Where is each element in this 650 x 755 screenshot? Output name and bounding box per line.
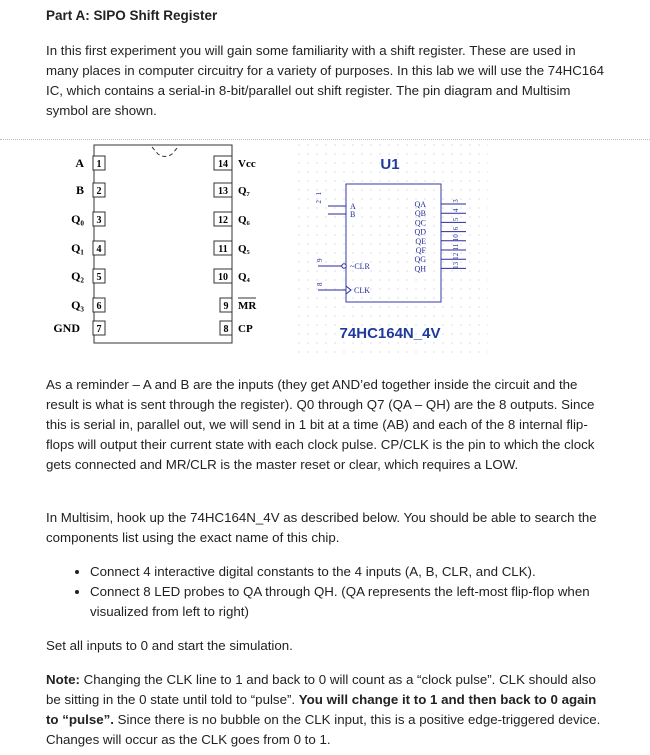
output-pin-number: 6 bbox=[452, 226, 460, 231]
pin-number: 7 bbox=[96, 324, 102, 335]
multisim-symbol bbox=[298, 144, 488, 354]
pin-diagram bbox=[40, 142, 290, 347]
right-pin-label: Q₄ bbox=[238, 271, 250, 283]
right-pin-label: Q₅ bbox=[238, 243, 250, 255]
right-pin-label: Q₆ bbox=[238, 214, 250, 226]
pin-number: 11 bbox=[218, 244, 228, 255]
ref-designator: U1 bbox=[380, 156, 400, 173]
output-pin-label: QG bbox=[414, 255, 426, 265]
chip-body bbox=[94, 145, 232, 343]
output-pin-number: 3 bbox=[452, 199, 460, 203]
pin-number: 1 bbox=[96, 159, 102, 170]
note-bold: You will change it to 1 and then back to 0 again to “pulse”. bbox=[46, 692, 597, 727]
list-item: • Connect 8 LED probes to QA through QH. (QA represents the left-most flip-flop when visualized from left to right) bbox=[90, 582, 630, 622]
clr-bubble bbox=[342, 264, 346, 268]
input-pin-label: A bbox=[350, 202, 356, 211]
instruction-list bbox=[70, 562, 630, 622]
pin-number: 5 bbox=[96, 272, 102, 283]
right-pin-label: Q₇ bbox=[238, 185, 250, 197]
right-pin-label: MR bbox=[238, 300, 257, 312]
reminder-paragraph: As a reminder – A and B are the inputs (they get AND’ed together inside the circuit and the result is what is sent through the register). Q0 through Q7 (QA – QH) are the 8 outputs. Since this is serial in, parallel out, we will send in 1 bit at a time (AB) and each of the 8 internal flip-flops will output their current state with each clock pulse. CP/CLK is the pin to which the clock gets connected and MR/CLR is the master reset or clear, which requires a LOW. bbox=[46, 377, 595, 472]
clk-pin-label: CLK bbox=[354, 286, 370, 295]
input-pin-number: 2 bbox=[315, 200, 323, 204]
part-name: 74HC164N_4V bbox=[339, 325, 441, 342]
output-pin-number: 13 bbox=[452, 261, 460, 269]
chip-notch bbox=[152, 147, 178, 157]
pin-number: 4 bbox=[96, 244, 102, 255]
pin-number: 10 bbox=[218, 272, 228, 283]
right-pin-label: CP bbox=[238, 323, 253, 335]
set-inputs-text: Set all inputs to 0 and start the simulation. bbox=[46, 638, 293, 653]
pin-number: 9 bbox=[223, 301, 229, 312]
left-pin-label: A bbox=[75, 156, 84, 170]
left-pin-label: GND bbox=[53, 321, 80, 335]
intro-paragraph: In this first experiment you will gain some familiarity with a shift register. These are used in many places in computer circuitry for a variety of purposes. In this lab we will use the 74HC164 IC, which contains a serial-in 8-bit/parallel out shift register. The pin diagram and Multisim symbol are shown. bbox=[46, 43, 604, 118]
output-pin-number: 10 bbox=[452, 234, 460, 242]
right-pin-label: Vcc bbox=[238, 158, 256, 170]
output-pin-number: 4 bbox=[452, 208, 460, 212]
note-text-1: Changing the CLK line to 1 and back to 0 will count as a “clock pulse”. CLK should also be sitting in the 0 state until told to “pulse”. bbox=[46, 672, 596, 707]
multisim-paragraph: In Multisim, hook up the 74HC164N_4V as described below. You should be able to search the components list using the exact name of this chip. bbox=[46, 510, 597, 545]
pin-number: 2 bbox=[96, 186, 102, 197]
pin-number: 6 bbox=[96, 301, 102, 312]
list-item: • Connect 4 interactive digital constants to the 4 inputs (A, B, CLR, and CLK). bbox=[90, 562, 630, 582]
pin-number: 14 bbox=[218, 159, 228, 170]
left-pin-label: Q₂ bbox=[71, 269, 84, 283]
output-pin-number: 5 bbox=[452, 217, 460, 222]
left-pin-label: Q₃ bbox=[71, 298, 84, 312]
output-pin-label: QB bbox=[414, 209, 426, 219]
output-pin-label: QA bbox=[414, 200, 426, 209]
output-pin-number: 12 bbox=[452, 252, 460, 260]
output-pin-label: QC bbox=[414, 218, 426, 228]
left-pin-label: Q₀ bbox=[71, 212, 84, 226]
pin-number: 12 bbox=[218, 215, 228, 226]
divider bbox=[0, 139, 650, 140]
left-pin-label: Q₁ bbox=[71, 241, 84, 255]
left-pin-label: B bbox=[75, 183, 84, 197]
output-pin-label: QD bbox=[414, 227, 426, 237]
pin-number: 13 bbox=[218, 186, 228, 197]
output-pin-label: QE bbox=[415, 236, 426, 246]
note-text-2: Since there is no bubble on the CLK input, this is a positive edge-triggered device. Changes will occur as the CLK goes from 0 to 1. bbox=[46, 712, 601, 747]
clr-pin-label: ~CLR bbox=[350, 262, 370, 271]
output-pin-number: 11 bbox=[452, 243, 460, 251]
clr-pin-number: 9 bbox=[316, 258, 324, 262]
input-pin-label: B bbox=[350, 210, 356, 219]
note-paragraph bbox=[46, 670, 606, 750]
page-title: Part A: SIPO Shift Register bbox=[46, 8, 218, 23]
note-label: Note: bbox=[46, 672, 80, 687]
output-pin-label: QF bbox=[415, 246, 426, 255]
output-pin-label: QH bbox=[414, 264, 426, 274]
pin-number: 8 bbox=[223, 324, 229, 335]
input-pin-number: 1 bbox=[315, 192, 323, 196]
pin-number: 3 bbox=[96, 215, 102, 226]
clk-pin-number: 8 bbox=[316, 282, 324, 286]
